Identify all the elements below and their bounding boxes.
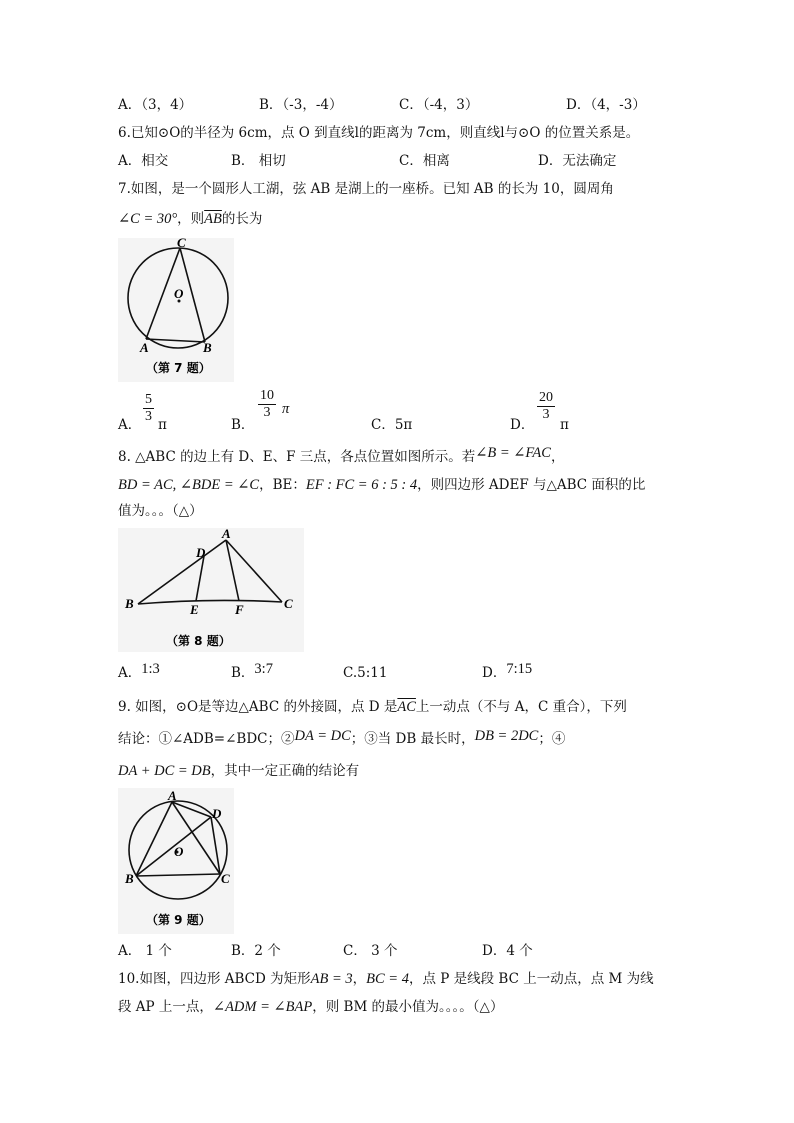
q7-option-b-pi: π (282, 401, 290, 417)
q9-label-b: B (125, 871, 134, 886)
q8-stem-line3: 值为。。。（△） (118, 503, 203, 519)
q9-arc-ac: $\overline{AC}$ (397, 699, 416, 715)
q5-option-d: D．（4，-3） (566, 97, 646, 113)
q8-option-a (118, 661, 160, 682)
q9-option-c: C． 3 个 (343, 943, 398, 959)
q8-condition-3: EF : FC = 6 : 5 : 4 (305, 477, 418, 493)
q7-option-a-pi: π (158, 417, 167, 433)
q9-label-c: C (221, 871, 230, 886)
q10-eq-angle: ∠ADM = ∠BAP (212, 999, 313, 1015)
q9-label-a: A (168, 788, 177, 803)
q6-stem: 6.已知⊙O的半径为 6cm，点 O 到直线l的距离为 7cm，则直线l与⊙O 的位置关系是。 (118, 125, 640, 141)
q7-option-c: C．5π (371, 417, 413, 433)
q7-option-a-den: 3 (145, 409, 152, 424)
q7-stem-end: 的长为 (221, 211, 263, 227)
q8-label-c: C (284, 596, 293, 611)
q9-label-o: O (174, 844, 184, 859)
q7-label-c: C (177, 238, 186, 250)
q6-option-d: D．无法确定 (538, 153, 617, 169)
q8-label-b: B (125, 596, 134, 611)
q8-stem-line1 (118, 445, 565, 466)
q8-label-d: D (196, 545, 206, 560)
q8-label-e: E (190, 602, 199, 617)
q7-angle-condition: ∠C = 30° (118, 211, 178, 227)
q9-stem-2a: 结论：①∠ADB=∠BDC；② (118, 731, 295, 747)
q8-option-b-ratio: 3:7 (254, 661, 273, 677)
q9-option-d: D．4 个 (482, 943, 533, 959)
q8-label-f: F (235, 602, 244, 617)
q9-option-b: B．2 个 (231, 943, 281, 959)
q8-label-a: A (222, 528, 231, 541)
q10-stem-2a: 段 AP 上一点， (118, 999, 213, 1015)
q7-label-a: A (140, 340, 149, 355)
q8-option-a-ratio: 1:3 (141, 661, 160, 677)
q9-option-a: A． 1 个 (118, 943, 172, 959)
q8-stem-1b: ， (550, 449, 565, 465)
q9-eq-db-2dc: DB = 2DC (474, 728, 539, 744)
q9-stem-line3 (118, 762, 359, 780)
q7-option-d-den: 3 (542, 407, 550, 422)
q5-option-b: B．（-3，-4） (259, 97, 343, 113)
q8-option-a-prefix: A． (118, 665, 142, 681)
q10-stem-1c: ，点 P 是线段 BC 上一动点，点 M 为线 (408, 971, 654, 987)
q6-option-b: B． 相切 (231, 153, 286, 169)
q8-stem-2b: ，则四边形 ADEF 与△ABC 面积的比 (417, 477, 646, 493)
q8-condition-2: BD = AC, ∠BDE = ∠C (118, 477, 260, 493)
q6-option-a: A．相交 (118, 153, 169, 169)
q9-stem-1b: 上一动点（不与 A，C 重合），下列 (415, 699, 627, 715)
q8-option-b (231, 661, 273, 682)
q7-option-d-pi: π (560, 417, 569, 433)
q10-stem-1a: 10.如图，四边形 ABCD 为矩形 (118, 971, 311, 987)
q9-stem-2b: ；③当 DB 最长时， (350, 731, 475, 747)
q10-eq-bc: BC = 4 (366, 971, 409, 987)
q5-option-c: C．（-4，3） (399, 97, 479, 113)
q8-stem-1a: 8. △ABC 的边上有 D、E、F 三点，各点位置如图所示。若 (118, 449, 476, 465)
q7-option-a-fraction (143, 392, 154, 425)
q7-label-b: B (203, 340, 212, 355)
q7-figure (118, 238, 234, 382)
q9-stem-1a: 9. 如图，⊙O是等边△ABC 的外接圆，点 D 是 (118, 699, 398, 715)
q9-label-d: D (212, 806, 222, 821)
q9-stem-line1 (118, 698, 627, 716)
q10-stem-line2 (118, 998, 503, 1016)
q7-option-b-den: 3 (263, 405, 271, 420)
q7-stem-line1: 7.如图，是一个圆形人工湖，弦 AB 是湖上的一座桥。已知 AB 的长为 10，圆周角 (118, 181, 614, 197)
q5-option-a: A．（3，4） (118, 97, 193, 113)
q7-label-o: O (174, 286, 184, 301)
q7-option-d-fraction (537, 390, 555, 423)
q7-caption: （第 7 题） (146, 361, 211, 375)
q9-stem-line2 (118, 730, 565, 748)
q8-stem-2a: ，BE： (259, 477, 306, 493)
q10-eq-ab: AB = 3 (310, 971, 353, 987)
q10-stem-line1 (118, 970, 654, 988)
q9-figure (118, 788, 234, 934)
q9-caption: （第 9 题） (146, 913, 211, 927)
q7-option-a-num: 5 (145, 392, 152, 407)
q7-option-b-prefix: B． (231, 417, 255, 433)
q8-option-d (482, 661, 533, 682)
q9-stem-3: ，其中一定正确的结论有 (210, 763, 360, 779)
q9-eq-sum: DA + DC = DB (118, 763, 211, 779)
q8-option-b-prefix: B． (231, 665, 255, 681)
q9-stem-2c: ；④ (538, 731, 566, 747)
q8-condition-1: ∠B = ∠FAC (475, 445, 551, 461)
q8-option-d-ratio: 7:15 (506, 661, 533, 677)
q7-option-b-num: 10 (260, 388, 274, 403)
q6-option-c: C．相离 (399, 153, 450, 169)
q8-option-d-prefix: D． (482, 665, 507, 681)
q7-stem-line2 (118, 210, 262, 228)
q9-eq-da-dc: DA = DC (294, 728, 351, 744)
q7-option-b-fraction (258, 388, 276, 421)
q8-stem-line2 (118, 476, 645, 494)
q7-option-a-prefix: A． (118, 417, 142, 433)
q8-figure (118, 528, 304, 652)
q8-option-c: C.5:11 (343, 665, 388, 681)
q10-stem-1b: ， (352, 971, 367, 987)
q7-arc-ab: $\overline{AB}$ (204, 211, 222, 227)
q8-caption: （第 8 题） (166, 634, 231, 648)
q10-stem-2b: ，则 BM 的最小值为。。。。（△） (312, 999, 504, 1015)
q7-stem-mid: ，则 (177, 211, 205, 227)
q7-option-d-num: 20 (539, 390, 553, 405)
q7-option-d-prefix: D． (510, 417, 535, 433)
